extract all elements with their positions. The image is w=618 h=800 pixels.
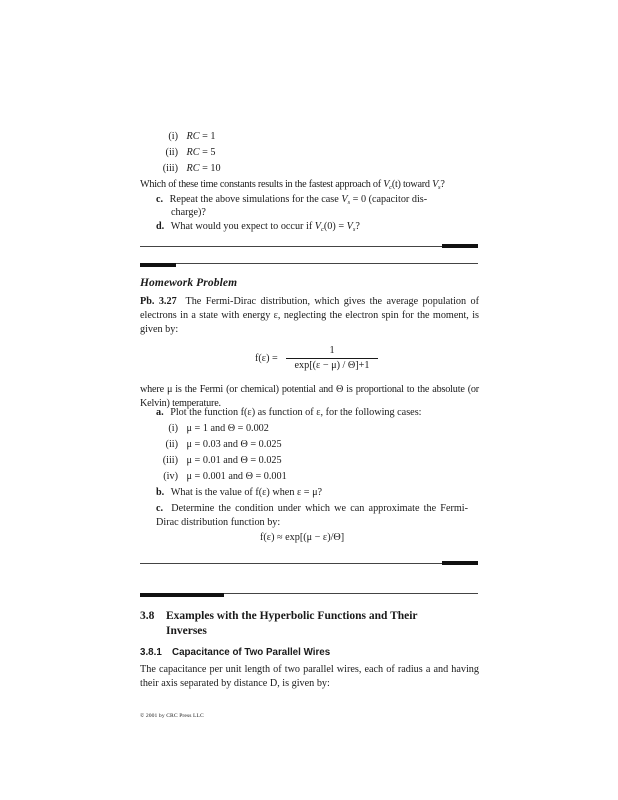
- section-body: The capacitance per unit length of two parallel wires, each of radius a and having their axis separated by distance D, is given by:: [140, 664, 479, 689]
- item-b: b. What is the value of f(ε) when ε = μ?: [156, 487, 323, 498]
- item-c: c. Determine the condition under which we can approximate the Fermi-Dirac distribution function by:: [156, 503, 469, 528]
- divider-bar: [442, 244, 478, 248]
- divider-bar: [140, 593, 224, 597]
- approx-formula: f(ε) ≈ exp[(μ − ε)/Θ]: [260, 532, 345, 543]
- subsection-title: Capacitance of Two Parallel Wires: [172, 647, 331, 658]
- rc-case-2: (ii) RC = 5: [165, 147, 216, 158]
- divider-rule: [140, 263, 478, 264]
- prev-item-c-line2: charge)?: [171, 207, 206, 218]
- section-title-line2: Inverses: [166, 625, 207, 637]
- case-1: (i) μ = 1 and Θ = 0.002: [168, 423, 269, 434]
- formula-denominator: exp[(ε − μ) / Θ]+1: [294, 360, 370, 371]
- rc-case-3: (iii) RC = 10: [162, 163, 221, 174]
- copyright-footer: © 2001 by CRC Press LLC: [140, 713, 204, 719]
- rc-case-1: (i) RC = 1: [168, 131, 216, 142]
- where-paragraph: where μ is the Fermi (or chemical) potential and Θ is proportional to the absolute (or Kelvin) temperature.: [140, 384, 479, 409]
- item-a: a. Plot the function f(ε) as function of ε, for the following cases:: [156, 407, 422, 418]
- divider-rule: [140, 563, 478, 564]
- case-4: (iv) μ = 0.001 and Θ = 0.001: [163, 471, 287, 482]
- prev-item-c-line1: c. Repeat the above simulations for the case $V_s = 0$ (capacitor dis-: [156, 194, 428, 206]
- section-number: 3.8: [140, 610, 155, 622]
- prev-item-d: d. What would you expect to occur if $V_c(0) = V_s$?: [156, 221, 360, 233]
- subsection-number: 3.8.1: [140, 647, 162, 658]
- case-2: (ii) μ = 0.03 and Θ = 0.025: [165, 439, 282, 450]
- time-constant-question: Which of these time constants results in the fastest approach of $V_c(t)$ toward $V_s$?: [140, 179, 445, 191]
- formula-lhs: f(ε) =: [255, 353, 278, 364]
- divider-bar: [140, 263, 176, 267]
- divider-rule: [140, 246, 478, 247]
- case-3: (iii) μ = 0.01 and Θ = 0.025: [162, 455, 282, 466]
- section-title-line1: Examples with the Hyperbolic Functions and Their: [166, 610, 418, 622]
- formula-numerator: 1: [329, 345, 335, 356]
- divider-bar: [442, 561, 478, 565]
- problem-paragraph: Pb. 3.27 The Fermi-Dirac distribution, which gives the average population of electrons in a state with energy ε, neglecting the electron spin for the moment, is given by:: [140, 296, 480, 335]
- homework-heading: Homework Problem: [140, 277, 238, 289]
